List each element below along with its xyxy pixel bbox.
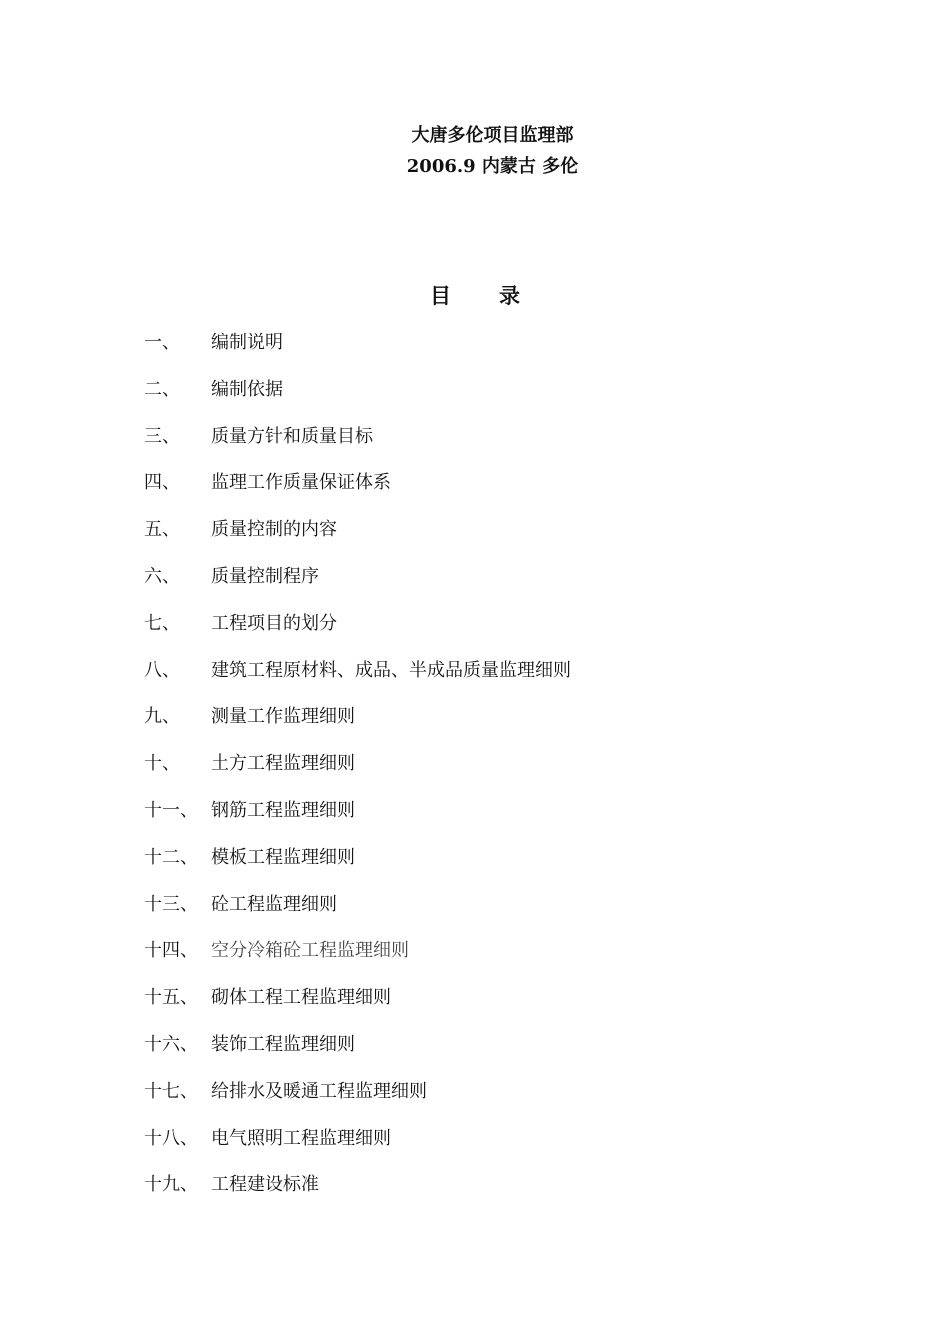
toc-item-number: 十九、 xyxy=(144,1174,198,1196)
toc-item xyxy=(144,659,571,706)
toc-item-text: 工程项目的划分 xyxy=(211,612,337,634)
toc-item xyxy=(144,846,571,893)
toc-item xyxy=(144,939,571,986)
toc-item-number: 五、 xyxy=(144,519,180,541)
toc-item-number: 九、 xyxy=(144,706,180,728)
toc-item xyxy=(144,893,571,940)
toc-item-text: 质量控制程序 xyxy=(211,565,319,587)
toc-item-number: 六、 xyxy=(144,565,180,587)
toc-item-number: 四、 xyxy=(144,472,180,494)
toc-item-text: 钢筋工程监理细则 xyxy=(211,799,355,821)
toc-item-text: 测量工作监理细则 xyxy=(211,706,355,728)
toc-item-text: 砼工程监理细则 xyxy=(211,893,337,915)
toc-title-first: 目 xyxy=(430,283,451,308)
toc-item-number: 十一、 xyxy=(144,799,198,821)
toc-item xyxy=(144,1033,571,1080)
toc-item xyxy=(144,1080,571,1127)
toc-item xyxy=(144,705,571,752)
toc-item-number: 十五、 xyxy=(144,987,198,1009)
toc-item-text: 质量控制的内容 xyxy=(211,519,337,541)
toc-item-text: 编制说明 xyxy=(211,332,283,353)
toc-item-text: 模板工程监理细则 xyxy=(211,846,355,868)
toc-item-text: 编制依据 xyxy=(211,378,283,400)
toc-item xyxy=(144,752,571,799)
toc-item-text: 质量方针和质量目标 xyxy=(211,425,373,447)
organization-name: 大唐多伦项目监理部 xyxy=(411,125,574,146)
toc-title xyxy=(0,280,950,310)
toc-item xyxy=(144,799,571,846)
toc-item xyxy=(144,331,571,378)
toc-item-number: 十三、 xyxy=(144,893,198,915)
toc-item-text: 装饰工程监理细则 xyxy=(211,1033,355,1055)
toc-item-text: 监理工作质量保证体系 xyxy=(211,472,391,494)
toc-list xyxy=(144,331,571,1220)
toc-item xyxy=(144,471,571,518)
toc-item-number: 八、 xyxy=(144,659,180,681)
toc-item xyxy=(144,378,571,425)
toc-item-number: 三、 xyxy=(144,425,180,447)
date-location: 2006.9 内蒙古 多伦 xyxy=(406,156,579,177)
toc-item xyxy=(144,518,571,565)
toc-item xyxy=(144,1127,571,1174)
toc-item-number: 一、 xyxy=(144,332,180,353)
toc-item xyxy=(144,425,571,472)
toc-item-text: 砌体工程工程监理细则 xyxy=(211,987,391,1009)
toc-item-number: 二、 xyxy=(144,378,180,400)
toc-item-text: 土方工程监理细则 xyxy=(211,753,355,775)
toc-item-text: 工程建设标准 xyxy=(211,1174,319,1196)
toc-item-text: 建筑工程原材料、成品、半成品质量监理细则 xyxy=(211,659,571,681)
toc-item-number: 十八、 xyxy=(144,1127,198,1149)
toc-item-number: 十六、 xyxy=(144,1033,198,1055)
toc-item xyxy=(144,612,571,659)
toc-item xyxy=(144,986,571,1033)
toc-item xyxy=(144,565,571,612)
toc-item-text: 电气照明工程监理细则 xyxy=(211,1127,391,1149)
toc-item-text: 给排水及暖通工程监理细则 xyxy=(211,1080,427,1102)
toc-title-second: 录 xyxy=(499,283,520,308)
toc-item-number: 十二、 xyxy=(144,846,198,868)
toc-item-text: 空分冷箱砼工程监理细则 xyxy=(211,940,409,962)
toc-item-number: 七、 xyxy=(144,612,180,634)
toc-item-number: 十七、 xyxy=(144,1080,198,1102)
toc-item xyxy=(144,1173,571,1220)
toc-item-number: 十四、 xyxy=(144,940,198,962)
toc-item-number: 十、 xyxy=(144,753,180,775)
